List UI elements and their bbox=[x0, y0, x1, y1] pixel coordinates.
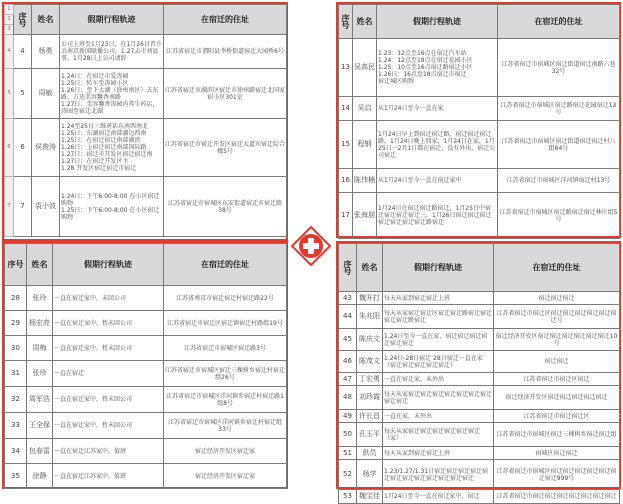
table-row bbox=[339, 447, 620, 460]
table-row bbox=[339, 292, 620, 305]
row-seq: 28 bbox=[5, 286, 27, 311]
row-seq: 32 bbox=[5, 387, 27, 413]
row-address: 江苏省宿迁市宿城区宿迁路宿迁花园宿迁13号 bbox=[498, 97, 620, 121]
itinerary-table-top-right bbox=[338, 4, 620, 239]
row-name: 杨勇 bbox=[32, 35, 60, 69]
row-name: 周梅 bbox=[27, 336, 53, 361]
header-seq: 序号 bbox=[339, 5, 353, 39]
row-trip: 1月24日至今一直在宿迁家中，宿迁 bbox=[383, 490, 494, 504]
row-seq: 5 bbox=[14, 69, 32, 119]
header-trip: 假期行程轨迹 bbox=[53, 244, 164, 286]
row-trip: 1.24日：下午6:00-8:00 在小区宿迁购物 1.25日：下午6:00-8:00 在小区宿迁购物 bbox=[60, 177, 164, 237]
table-row bbox=[339, 39, 620, 97]
table-row bbox=[5, 177, 287, 237]
table-row bbox=[5, 439, 287, 464]
row-name: 周敏 bbox=[32, 69, 60, 119]
table-row bbox=[5, 119, 287, 177]
row-seq: 14 bbox=[339, 97, 353, 121]
header-trip: 假期行程轨迹 bbox=[383, 244, 494, 292]
header-name: 姓名 bbox=[27, 244, 53, 286]
row-name: 徐静 bbox=[27, 464, 53, 489]
row-name: 周军浩 bbox=[27, 387, 53, 413]
row-seq: 15 bbox=[339, 121, 353, 169]
table-row bbox=[339, 329, 620, 351]
line-number: 5 bbox=[5, 69, 14, 119]
row-trip: 每天从家宿迁宿迁宿迁宿迁宿迁宿迁（家） bbox=[383, 423, 494, 447]
row-name: 吴高民 bbox=[353, 39, 377, 97]
header-name: 姓名 bbox=[353, 5, 377, 39]
row-seq: 48 bbox=[339, 386, 357, 410]
header-address: 在宿迁的住址 bbox=[498, 5, 620, 39]
sheet-row bbox=[5, 5, 287, 15]
table-row bbox=[339, 121, 620, 169]
line-number: 2 bbox=[5, 15, 14, 25]
row-trip: 一直在宿迁家中，未回公司 bbox=[53, 286, 164, 311]
row-trip: 一直在宿迁家中，暂未回公司 bbox=[53, 311, 164, 336]
line-number: 6 bbox=[5, 119, 14, 177]
row-address: 江苏省宿迁市宿迁区宿迁 bbox=[494, 373, 620, 386]
row-address: 宿迁经济开发区宿迁家 bbox=[164, 464, 287, 489]
header-address: 在宿迁的住址 bbox=[164, 5, 287, 35]
row-address: 宿城区宿迁宿迁 bbox=[494, 447, 620, 460]
table-row bbox=[5, 286, 287, 311]
row-trip: 1.24日-28日宿迁 28日宿迁一直在家（宿迁宿迁宿迁宿迁宿迁） bbox=[383, 351, 494, 373]
row-address: 宿迁宿迁 bbox=[494, 351, 620, 373]
row-address: 江苏省宿迁市宿迁宿迁宿迁宿迁宿迁宿迁宿迁 bbox=[494, 490, 620, 504]
row-address: 江苏省宿迁市宿城区宿迁宿迁宿迁宿迁宿迁宿迁宿迁999号 bbox=[494, 460, 620, 490]
row-name: 杨宏亮 bbox=[27, 311, 53, 336]
row-name: 魏宝佳 bbox=[357, 490, 383, 504]
row-seq: 47 bbox=[339, 373, 357, 386]
row-name: 孔玉平 bbox=[357, 423, 383, 447]
row-seq: 49 bbox=[339, 410, 357, 423]
table-row bbox=[5, 35, 287, 69]
line-number: 1 bbox=[5, 5, 14, 15]
row-address: 宿迁经济开发区宿迁宿迁宿迁宿迁宿迁 bbox=[494, 386, 620, 410]
line-number: 4 bbox=[5, 35, 14, 69]
row-name: 袁小波 bbox=[32, 177, 60, 237]
row-address: 江苏省宿迁市宿城区宿迁街道宿迁南路六巷32号 bbox=[498, 39, 620, 97]
row-seq: 31 bbox=[5, 361, 27, 387]
row-address: 江苏省宿迁市宿迁区宿迁镇宿迁村路组19号 bbox=[164, 311, 287, 336]
row-seq: 16 bbox=[339, 169, 353, 193]
row-name: 丁宏勇 bbox=[357, 373, 383, 386]
table-row bbox=[339, 351, 620, 373]
row-trip: 一直在宿迁江苏家中，值班 bbox=[53, 464, 164, 489]
row-name: 陈庆文 bbox=[357, 329, 383, 351]
header-address: 在宿迁的住址 bbox=[164, 244, 287, 286]
table-row bbox=[339, 193, 620, 239]
header-seq: 序号 bbox=[5, 244, 27, 286]
row-seq: 34 bbox=[5, 439, 27, 464]
row-trip: 一直在家，未外出 bbox=[383, 410, 494, 423]
header-trip: 假期行程轨迹 bbox=[60, 5, 164, 35]
row-address: 宿迁经济开发区宿迁宿迁宿迁宿迁宿迁宿迁10号 bbox=[494, 329, 620, 351]
row-name: 张海朋 bbox=[353, 193, 377, 239]
row-address: 江苏省宿迁市宿城区宿迁街道宿迁宿迁村八组64号 bbox=[498, 121, 620, 169]
medical-cross-icon bbox=[291, 226, 331, 266]
row-trip: 一直在宿迁 bbox=[53, 361, 164, 387]
row-seq: 53 bbox=[339, 490, 357, 504]
row-name: 供员 bbox=[357, 447, 383, 460]
row-address: 江苏省宿迁市宿城区东安街道宿迁市宿迁路38号 bbox=[164, 177, 287, 237]
row-address: 江苏省宿迁市宿迁区宿迁宿迁宿迁宿迁宿迁宿迁号 bbox=[494, 305, 620, 329]
line-number: 3 bbox=[5, 25, 14, 35]
row-address: 江苏省宿迁市宿城区宿迁三棵树乡宿迁村宿迁组26号 bbox=[164, 361, 287, 387]
row-seq: 35 bbox=[5, 464, 27, 489]
table-row bbox=[339, 423, 620, 447]
row-seq: 13 bbox=[339, 39, 353, 97]
row-trip: 1.23/1.27/1.31日宿迁宿迁宿迁宿迁宿迁宿迁宿迁宿迁宿迁宿迁宿迁宿迁 bbox=[383, 460, 494, 490]
row-address: 江苏省南京市宿迁宿迁村宿迁路22号 bbox=[164, 286, 287, 311]
row-name: 王全保 bbox=[27, 413, 53, 439]
row-name: 陈茂文 bbox=[357, 351, 383, 373]
row-trip: 每天从家宿迁宿迁区宿迁宿迁路宿迁宿迁宿迁宿迁路宿迁 bbox=[383, 305, 494, 329]
table-row bbox=[5, 387, 287, 413]
row-name: 朱兆阳 bbox=[357, 305, 383, 329]
header-name: 姓名 bbox=[32, 5, 60, 35]
row-address: 江苏省宿迁市宿城区洋河镇乡宿迁村宿迁组33号 bbox=[164, 413, 287, 439]
row-trip: 1.24日：在宿迁市爱涛园 1.25日：转车至涛园小区 1.26日：至下太湖（徐州南区）去东路，万达美容馨香南路 1.27日：美容馨香涛园内养生药店，涛园至宿迁北湖 bbox=[60, 69, 164, 119]
row-address: 江苏省宿迁市宿迁宿迁区 bbox=[494, 410, 620, 423]
row-name: 侯俊涛 bbox=[32, 119, 60, 177]
row-seq: 33 bbox=[5, 413, 27, 439]
panel-bottom-right bbox=[336, 241, 621, 500]
row-name: 魏开打 bbox=[357, 292, 383, 305]
table-row bbox=[339, 410, 620, 423]
row-seq: 30 bbox=[5, 336, 27, 361]
row-seq: 51 bbox=[339, 447, 357, 460]
row-name: 张玲 bbox=[27, 286, 53, 311]
header-address: 在宿迁的住址 bbox=[494, 244, 620, 292]
table-row bbox=[5, 464, 287, 489]
row-address: 宿迁经济开发区宿迁家 bbox=[164, 439, 287, 464]
panel-top-left bbox=[2, 2, 288, 241]
table-row bbox=[5, 413, 287, 439]
itinerary-table-bottom-right bbox=[338, 243, 620, 504]
row-address: 江苏省宿迁市湖滨区宿迁市徐州路宿迁北国家宿小区301室 bbox=[164, 69, 287, 119]
row-address: 江苏省宿迁市宿城区宿迁路宿迁宿迁林庄组5号 bbox=[498, 193, 620, 239]
row-trip: 1月24日在宿迁宿迁路宿迁，1月25日中宿迁宿迁宿迁宿迁三，1月26日宿迁宿迁宿迁宿迁宿迁宿迁宿迁路宿迁 bbox=[377, 193, 498, 239]
row-seq: 52 bbox=[339, 460, 357, 490]
table-row bbox=[5, 336, 287, 361]
row-seq: 17 bbox=[339, 193, 353, 239]
row-trip: 每天从家到宿迁宿迁上班 bbox=[383, 447, 494, 460]
table-row bbox=[5, 311, 287, 336]
row-seq: 6 bbox=[14, 119, 32, 177]
table-row bbox=[5, 69, 287, 119]
row-trip: 一直在宿迁家中，暂未回公司 bbox=[53, 413, 164, 439]
row-seq: 43 bbox=[339, 292, 357, 305]
header-trip: 假期行程轨迹 bbox=[377, 5, 498, 39]
panel-top-right bbox=[336, 2, 621, 238]
table-row bbox=[339, 305, 620, 329]
row-seq: 46 bbox=[339, 351, 357, 373]
row-name: 吴启 bbox=[353, 97, 377, 121]
row-seq: 4 bbox=[14, 35, 32, 69]
row-trip: 一直在宿迁江苏家中，值班 bbox=[53, 439, 164, 464]
row-seq: 45 bbox=[339, 329, 357, 351]
row-address: 江苏省宿迁市宿城区洋河镇宿迁村13号 bbox=[498, 169, 620, 193]
row-name: 包春雷 bbox=[27, 439, 53, 464]
itinerary-table-top-left bbox=[4, 4, 287, 237]
row-name: 程钢 bbox=[353, 121, 377, 169]
row-trip: 公司上班至1月23日，在1月26日晋升去南京新闻联播公司。1.27去市刘县事，1月28日上公司请辞 bbox=[60, 35, 164, 69]
row-trip: 1月24日早上到宿迁宿迁路，宿迁宿迁宿迁路，1月24日晚上回家，1月24日在家，1月25日一2月1日都在宿迁，没有外出，宿迁公司宿迁 bbox=[377, 121, 498, 169]
table-row bbox=[339, 97, 620, 121]
row-seq: 29 bbox=[5, 311, 27, 336]
row-trip: 每天从家到宿迁宿迁上班 bbox=[383, 292, 494, 305]
panel-bottom-left bbox=[2, 241, 288, 489]
table-row bbox=[339, 460, 620, 490]
line-number: 7 bbox=[5, 177, 14, 237]
row-trip: 一直在宿迁家，未外出 bbox=[383, 373, 494, 386]
row-address: 江苏省宿迁市宿迁开发区宿迁大道东宿迁综合楼5号 bbox=[164, 119, 287, 177]
row-trip: 每天从家宿迁宿迁宿迁宿迁宿迁宿迁宿迁宿迁宿迁 bbox=[383, 386, 494, 410]
row-address: 江苏省宿迁市宿城区洋河镇乡宿迁村宿迁路1组8号 bbox=[164, 387, 287, 413]
header-name: 姓名 bbox=[357, 244, 383, 292]
row-trip: 1.24至25日三维对话东南西南北 1.25日：东湖宿迁南部湖边西南 1.25日：在宿迁宿迁南部湖滨 1.26日：上宿迁宿迁南部国际路 1.27日：宿迁市开发区宿迁宿迁南 1.27日：在宿迁开发区主 1.28 开发区宿迁宿迁市宿迁 bbox=[60, 119, 164, 177]
row-address: 江苏省宿迁市泗阳县李桥街道宿迁大园桥6号 bbox=[164, 35, 287, 69]
row-address: 江苏省宿迁市宿城区宿迁路3号 bbox=[164, 336, 287, 361]
itinerary-table-bottom-left bbox=[4, 243, 287, 489]
row-name: 杨学 bbox=[357, 460, 383, 490]
row-trip: 1.23：12点至16点在宿迁汽车站 1.24：12点至18点在宿迁花园小区 1.25：10点至16点宿迁路宿迁小区 1.26日：16点至18点宿迁市宿迁 宿迁城区购物 bbox=[377, 39, 498, 97]
row-name: 张珍 bbox=[27, 361, 53, 387]
header-seq: 序号 bbox=[14, 5, 32, 35]
row-trip: 1.24日至今一直在家，宿迁宿迁宿迁宿迁宿迁宿迁 bbox=[383, 329, 494, 351]
row-seq: 7 bbox=[14, 177, 32, 237]
row-address: 宿迁宿迁宿迁 bbox=[494, 292, 620, 305]
row-trip: 从1月24日至今一直在家 bbox=[377, 97, 498, 121]
row-seq: 44 bbox=[339, 305, 357, 329]
row-seq: 50 bbox=[339, 423, 357, 447]
table-row bbox=[339, 386, 620, 410]
table-row bbox=[339, 373, 620, 386]
table-row bbox=[339, 169, 620, 193]
row-trip: 从1月24日至今一直在宿迁家中 bbox=[377, 169, 498, 193]
row-trip: 一直在宿迁家中，暂未回公司 bbox=[53, 336, 164, 361]
row-name: 刘玲霞 bbox=[357, 386, 383, 410]
row-name: 陈伟楠 bbox=[353, 169, 377, 193]
header-seq: 序号 bbox=[339, 244, 357, 292]
table-row bbox=[5, 361, 287, 387]
row-name: 许长昌 bbox=[357, 410, 383, 423]
row-address: 江苏省宿迁市宿城区宿迁三棵树乡宿迁宿迁组 bbox=[494, 423, 620, 447]
row-trip: 一直在宿迁家中，暂未回公司 bbox=[53, 387, 164, 413]
table-row bbox=[339, 490, 620, 504]
